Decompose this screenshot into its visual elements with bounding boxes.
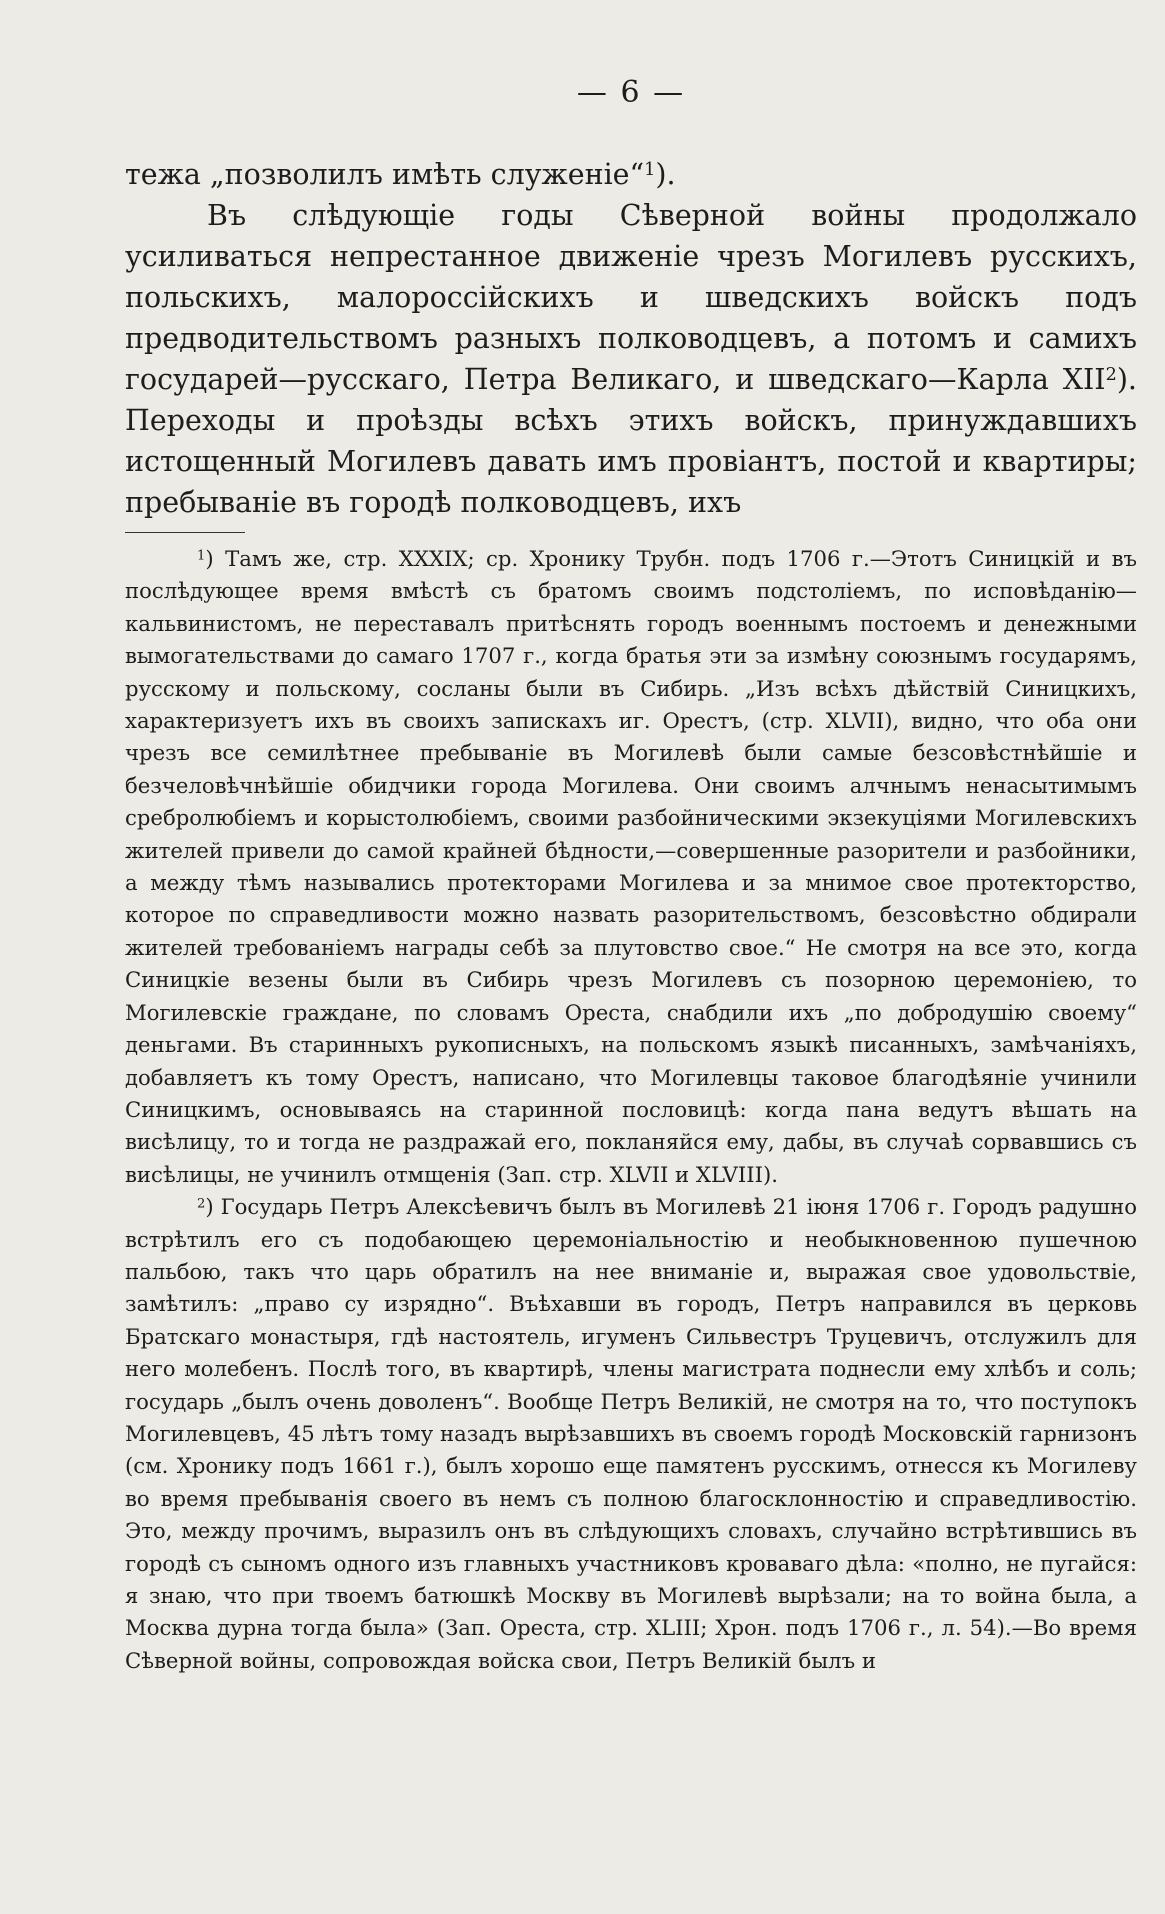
footnote-marker: 2 bbox=[197, 1196, 206, 1212]
footnote-ref-2: 2 bbox=[1105, 365, 1117, 386]
paragraph-continuation bbox=[125, 154, 1137, 195]
main-text bbox=[125, 154, 1137, 523]
text-span: ). bbox=[655, 158, 676, 191]
footnote-divider bbox=[125, 532, 245, 533]
paragraph bbox=[125, 195, 1137, 523]
text-span: ). Переходы и проѣзды всѣхъ этихъ войскъ, принуждавшихъ истощенный Могилевъ давать имъ провіантъ, постой и квартиры; пребываніе въ городѣ полководцевъ, ихъ bbox=[125, 363, 1137, 519]
text-span: тежа „позволилъ имѣть служеніе“ bbox=[125, 158, 645, 191]
footnote-text: ) Государь Петръ Алексѣевичъ былъ въ Могилевѣ 21 іюня 1706 г. Городъ радушно встрѣтилъ его съ подобающею церемоніальностію и необыкновенною пушечною пальбою, такъ что царь обратилъ на нее вниманіе и, выражая свое удовольствіе, замѣтилъ: „право су изрядно“. Въѣхавши въ городъ, Петръ направился въ церковь Братскаго монастыря, гдѣ настоятель, игуменъ Сильвестръ Труцевичъ, отслужилъ для него молебенъ. Послѣ того, въ квартирѣ, члены магистрата поднесли ему хлѣбъ и соль; государь „былъ очень доволенъ“. Вообще Петръ Великій, не смотря на то, что поступокъ Могилевцевъ, 45 лѣтъ тому назадъ вырѣзавшихъ въ своемъ городѣ Московскій гарнизонъ (см. Хронику подъ 1661 г.), былъ хорошо еще памятенъ русскимъ, отнесся къ Могилеву во время пребыванія своего въ немъ съ полною благосклонностію и справедливостію. Это, между прочимъ, выразилъ онъ въ слѣдующихъ словахъ, случайно встрѣтившись въ городѣ съ сыномъ одного изъ главныхъ участниковъ кроваваго дѣла: «полно, не пугайся: я знаю, что при твоемъ батюшкѣ Москву въ Могилевѣ вырѣзали; на то война была, а Москва дурна тогда была» (Зап. Ореста, стр. XLIII; Хрон. подъ 1706 г., л. 54).—Во время Сѣверной войны, сопровождая войска свои, Петръ Великій былъ и bbox=[125, 1194, 1137, 1673]
footnotes bbox=[125, 543, 1137, 1677]
text-span: Въ слѣдующіе годы Сѣверной войны продолжало усиливаться непрестанное движеніе чрезъ Могилевъ русскихъ, польскихъ, малороссійскихъ и шведскихъ войскъ подъ предводительствомъ разныхъ полководцевъ, а потомъ и самихъ государей—русскаго, Петра Великаго, и шведскаго—Карла XII bbox=[125, 199, 1137, 396]
footnote-text: ) Тамъ же, стр. XXXIX; ср. Хронику Трубн. подъ 1706 г.—Этотъ Синицкій и въ послѣдующее время вмѣстѣ съ братомъ своимъ подстоліемъ, по исповѣданію—кальвинистомъ, не переставалъ притѣснять городъ военнымъ постоемъ и денежными вымогательствами до самаго 1707 г., когда братья эти за измѣну союзнымъ государямъ, русскому и польскому, сосланы были въ Сибирь. „Изъ всѣхъ дѣйствій Синицкихъ, характеризуетъ ихъ въ своихъ запискахъ иг. Орестъ, (стр. XLVII), видно, что оба они чрезъ все семилѣтнее пребываніе въ Могилевѣ были самые безсовѣстнѣйшіе и безчеловѣчнѣйшіе обидчики города Могилева. Они своимъ алчнымъ ненасытимымъ сребролюбіемъ и корыстолюбіемъ, своими разбойническими экзекуціями Могилевскихъ жителей привели до самой крайней бѣдности,—совершенные разорители и разбойники, а между тѣмъ назывались протекторами Могилева и за мнимое свое протекторство, которое по справедливости можно назвать разорительствомъ, безсовѣстно обдирали жителей требованіемъ награды себѣ за плутовство свое.“ Не смотря на все это, когда Синицкіе везены были въ Сибирь чрезъ Могилевъ съ позорною церемоніею, то Могилевскіе граждане, по словамъ Ореста, снабдили ихъ „по добродушію своему“ деньгами. Въ старинныхъ рукописныхъ, на польскомъ языкѣ писанныхъ, замѣчаніяхъ, добавляетъ къ тому Орестъ, написано, что Могилевцы таковое благодѣяніе учинили Синицкимъ, основываясь на старинной пословицѣ: когда пана ведутъ вѣшать на висѣлицу, то и тогда не раздражай его, покланяйся ему, дабы, въ случаѣ сорвавшись съ висѣлицы, не учинилъ отмщенія (Зап. стр. XLVII и XLVIII). bbox=[125, 546, 1137, 1187]
footnote-marker: 1 bbox=[197, 548, 206, 564]
footnote-1 bbox=[125, 543, 1137, 1191]
footnote-2 bbox=[125, 1191, 1137, 1677]
footnote-ref-1: 1 bbox=[644, 160, 656, 181]
page-number: — 6 — bbox=[576, 75, 686, 110]
